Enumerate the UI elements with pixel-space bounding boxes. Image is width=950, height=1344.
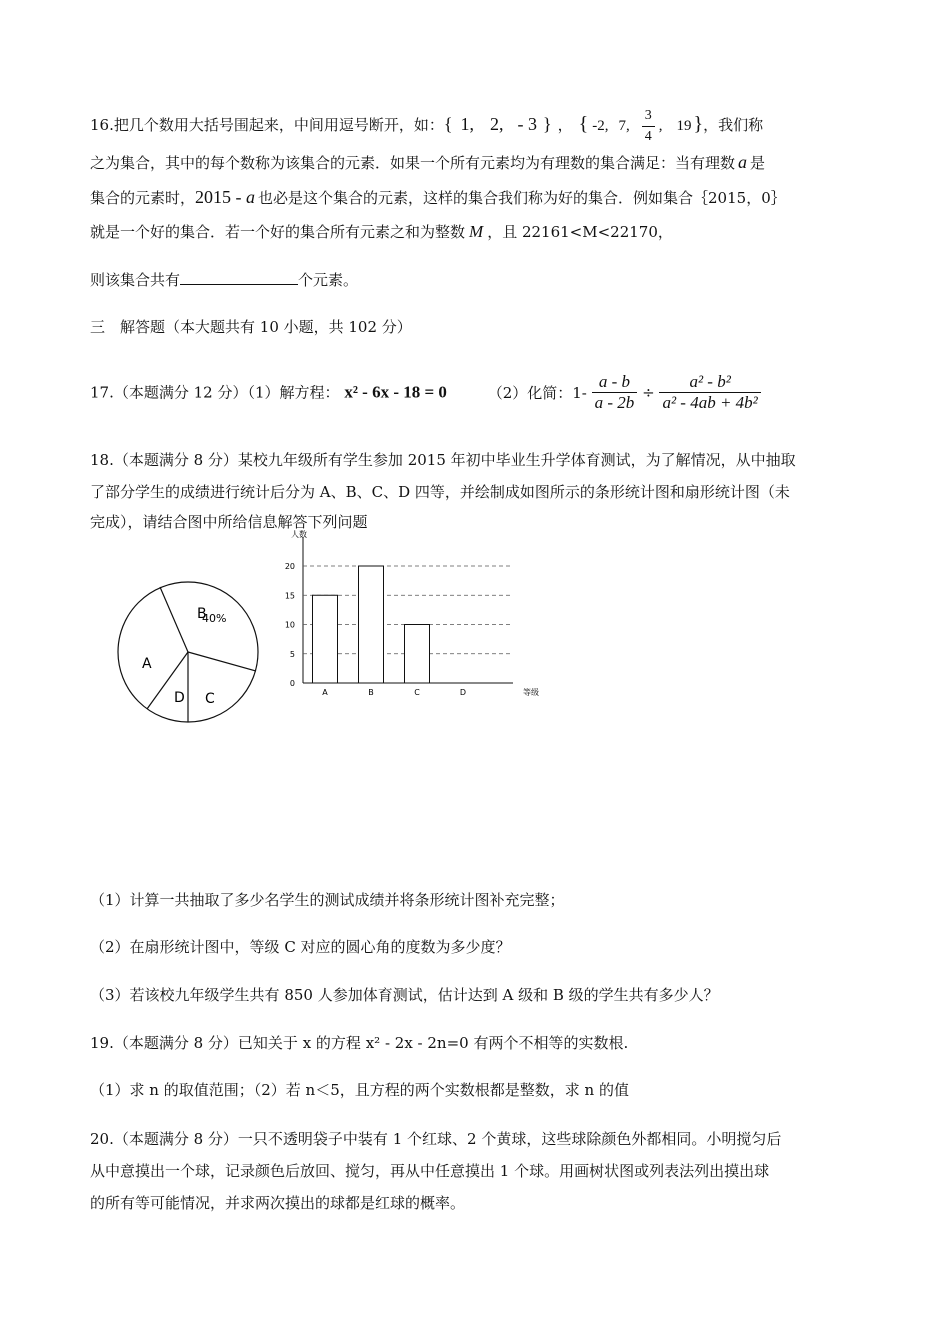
y-tick-label: 0	[289, 679, 295, 688]
q19-line1: 19.（本题满分 8 分）已知关于 x 的方程 x² - 2x - 2n=0 有两个不相等的实数根.	[90, 1034, 629, 1052]
q16-l3-start: 集合的元素时，	[90, 189, 196, 207]
q18-sub2: （2）在扇形统计图中，等级 C 对应的圆心角的度数为多少度？	[90, 938, 511, 956]
y-tick-label: 5	[289, 649, 295, 659]
set2-item: 7,	[618, 117, 630, 134]
section-heading: 三 解答题（本大题共有 10 小题，共 102 分）	[90, 318, 412, 336]
var-m: M	[469, 222, 484, 241]
x-tick-label: D	[459, 688, 467, 697]
bar-b	[359, 566, 384, 683]
q16-line2	[90, 152, 765, 173]
q16-l3-end: 也必是这个集合的元素，这样的集合我们称为好的集合．例如集合｛2015，0｝	[258, 189, 786, 207]
set1: { 1, 2, - 3 }	[443, 113, 552, 134]
q17-fraction2	[659, 372, 760, 413]
set2-fraction	[642, 106, 655, 147]
q16-l2-text: 之为集合，其中的每个数称为该集合的元素．如果一个所有元素均为有理数的集合满足：当有理数	[90, 154, 736, 172]
var-a: a	[246, 187, 256, 207]
var-a: a	[738, 152, 748, 172]
frac-num: a - b	[592, 372, 638, 393]
bar-a	[313, 595, 338, 683]
q16-line4	[90, 222, 673, 242]
y-tick-label: 15	[284, 591, 295, 601]
set1-item: - 3	[517, 113, 537, 134]
q16-l4-end: ，且 22161<M<22170，	[487, 223, 673, 241]
q17-part2: （2）化简：1-	[487, 383, 587, 402]
q18-sub3: （3）若该校九年级学生共有 850 人参加体育测试，估计达到 A 级和 B 级的学生共有多少人？	[90, 986, 719, 1004]
q16-line1: 16.把几个数用大括号围起来，中间用逗号断开，如：{ 1, 2, - 3 } ， { -2, 7, $\frac{3}{4}$ , 19 }，我们称	[90, 106, 763, 147]
pie-label-b-percent: 40%	[202, 612, 227, 625]
pie-label-b: B	[197, 606, 207, 622]
q18-line1: 18.（本题满分 8 分）某校九年级所有学生参加 2015 年初中毕业生升学体育测试，为了解情况，从中抽取	[90, 451, 796, 469]
q18-line2: 了部分学生的成绩进行统计后分为 A、B、C、D 四等，并绘制成如图所示的条形统计图和扇形统计图（未	[90, 483, 790, 501]
q18-sub1: （1）计算一共抽取了多少名学生的测试成绩并将条形统计图补充完整；	[90, 891, 565, 909]
x-tick-label: B	[368, 688, 374, 697]
q16-intro: 16.把几个数用大括号围起来，中间用逗号断开，如：	[90, 115, 444, 134]
expr-2015: 2015 -	[195, 187, 247, 207]
q16-l4-start: 就是一个好的集合．若一个好的集合所有元素之和为整数	[90, 223, 466, 241]
q20-line2: 从中意摸出一个球，记录颜色后放回、搅匀，再从中任意摸出 1 个球。用画树状图或列表法列出摸出球	[90, 1162, 770, 1180]
x-tick-label: A	[322, 688, 328, 697]
q16-line3	[90, 187, 786, 208]
q19-line2: （1）求 n 的取值范围；（2）若 n＜5，且方程的两个实数根都是整数，求 n 的值	[90, 1081, 629, 1099]
set2: { -2, 7, $\frac{3}{4}$ , 19 }	[579, 118, 703, 134]
divide-sign: ÷	[642, 383, 655, 402]
frac-den: 4	[644, 129, 652, 144]
y-tick-label: 10	[284, 620, 295, 630]
set1-item: 1,	[460, 113, 474, 134]
q17-label: 17.（本题满分 12 分）（1）解方程：	[90, 383, 340, 402]
y-tick-label: 20	[284, 562, 295, 571]
x-axis-label: 等级	[523, 688, 539, 697]
bar-chart	[270, 525, 560, 710]
q18-line3: 完成），请结合图中所给信息解答下列问题	[90, 513, 368, 531]
q16-l5-end: 个元素。	[298, 271, 359, 289]
set2-item: -2,	[592, 117, 609, 134]
pie-chart	[110, 575, 270, 735]
q20-line1: 20.（本题满分 8 分）一只不透明袋子中装有 1 个红球、2 个黄球，这些球除颜色外都相同。小明搅匀后	[90, 1130, 782, 1148]
q17-fraction1	[592, 372, 638, 413]
pie-label-a: A	[142, 656, 152, 672]
q17-equation: x² - 6x - 18 = 0	[344, 382, 447, 402]
pie-label-c: C	[205, 691, 215, 707]
q16-l5-start: 则该集合共有	[90, 271, 181, 289]
frac-num: a² - b²	[659, 372, 760, 393]
q16-l1-end: ，我们称	[703, 115, 764, 134]
set1-item: 2,	[490, 113, 504, 134]
q17	[90, 372, 761, 422]
y-axis-label: 人数	[291, 530, 307, 539]
answer-blank[interactable]	[180, 270, 298, 285]
bar-c	[405, 625, 430, 684]
q16-l2-end: 是	[750, 154, 766, 172]
pie-label-d: D	[174, 690, 185, 706]
q20-line3: 的所有等可能情况，并求两次摸出的球都是红球的概率。	[90, 1194, 466, 1212]
x-tick-label: C	[414, 688, 420, 697]
q16-line5	[90, 270, 358, 290]
set2-item: 19	[676, 117, 692, 134]
frac-den: a² - 4ab + 4b²	[662, 393, 758, 412]
frac-num: 3	[642, 106, 655, 127]
frac-den: a - 2b	[594, 393, 635, 412]
